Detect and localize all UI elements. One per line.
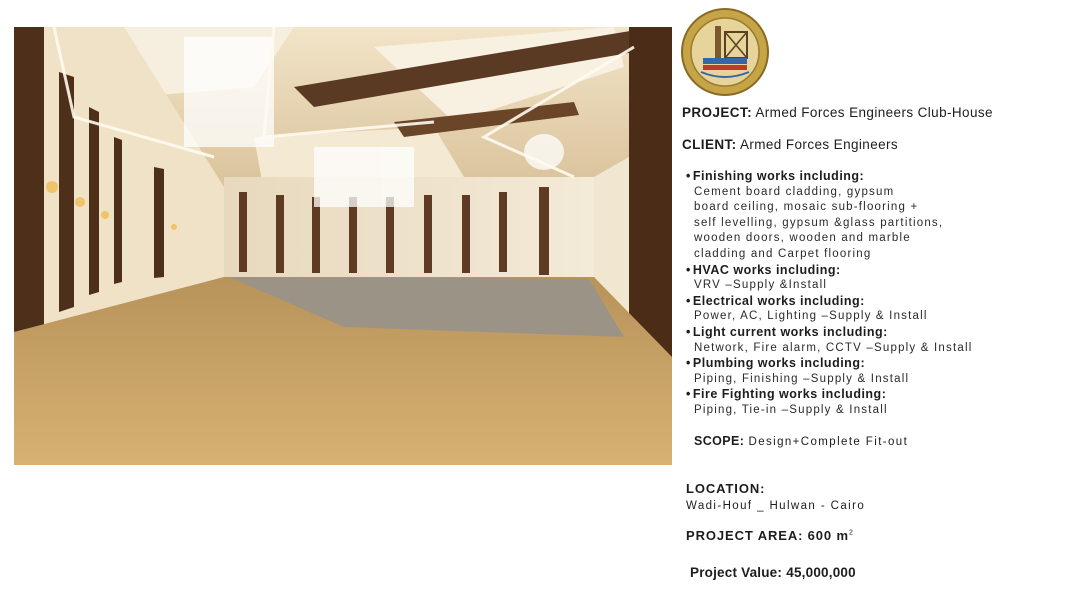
- list-item: [686, 263, 1066, 294]
- works-description: VRV –Supply &Install: [694, 279, 828, 292]
- project-value-amount: 45,000,000: [786, 565, 856, 580]
- works-description: Power, AC, Lighting –Supply & Install: [694, 310, 928, 323]
- works-title: • Electrical works including:: [686, 294, 1066, 310]
- ballroom-interior-photo: [14, 27, 672, 465]
- scope-label: SCOPE:: [694, 434, 745, 448]
- area-value: 600 m: [807, 528, 849, 543]
- area-unit-superscript: 2: [848, 529, 854, 537]
- location-value: Wadi-Houf _ Hulwan - Cairo: [686, 500, 866, 512]
- works-title: • Light current works including:: [686, 325, 1066, 341]
- project-name: Armed Forces Engineers Club-House: [755, 105, 993, 120]
- location-value-line: [686, 497, 865, 512]
- works-description: Network, Fire alarm, CCTV –Supply & Install: [694, 341, 973, 354]
- list-item: [686, 325, 1066, 356]
- works-title: • HVAC works including:: [686, 263, 1066, 279]
- works-list: [686, 169, 1066, 419]
- location-label-line: [686, 481, 765, 496]
- scope-line: [694, 433, 908, 448]
- scope-value: Design+Complete Fit-out: [748, 436, 909, 448]
- client-name: Armed Forces Engineers: [739, 137, 899, 152]
- works-title: • Fire Fighting works including:: [686, 387, 1066, 403]
- armed-forces-engineers-emblem-icon: [681, 8, 769, 96]
- project-value-line: [690, 565, 856, 580]
- works-description: Piping, Tie-in –Supply & Install: [694, 403, 888, 416]
- area-label-text: PROJECT AREA:: [686, 528, 804, 543]
- works-title: • Finishing works including:: [686, 169, 1066, 185]
- area-line: [686, 528, 853, 543]
- project-line: [682, 105, 993, 120]
- list-item: [686, 169, 1066, 263]
- works-title: • Plumbing works including:: [686, 356, 1066, 372]
- project-photo: [14, 27, 672, 465]
- list-item: [686, 387, 1066, 418]
- project-value-label: Project Value:: [690, 565, 783, 580]
- list-item: [686, 294, 1066, 325]
- project-label: PROJECT:: [682, 105, 752, 120]
- works-description: Cement board cladding, gypsum board ceiling, mosaic sub-flooring + self levelling, gypsum &glass partitions, wooden doors, wooden and marble cladding and Carpet flooring: [694, 185, 944, 260]
- works-description: Piping, Finishing –Supply & Install: [694, 372, 910, 385]
- client-label: CLIENT:: [682, 137, 737, 152]
- location-label: LOCATION:: [686, 481, 766, 496]
- list-item: [686, 356, 1066, 387]
- client-line: [682, 137, 898, 152]
